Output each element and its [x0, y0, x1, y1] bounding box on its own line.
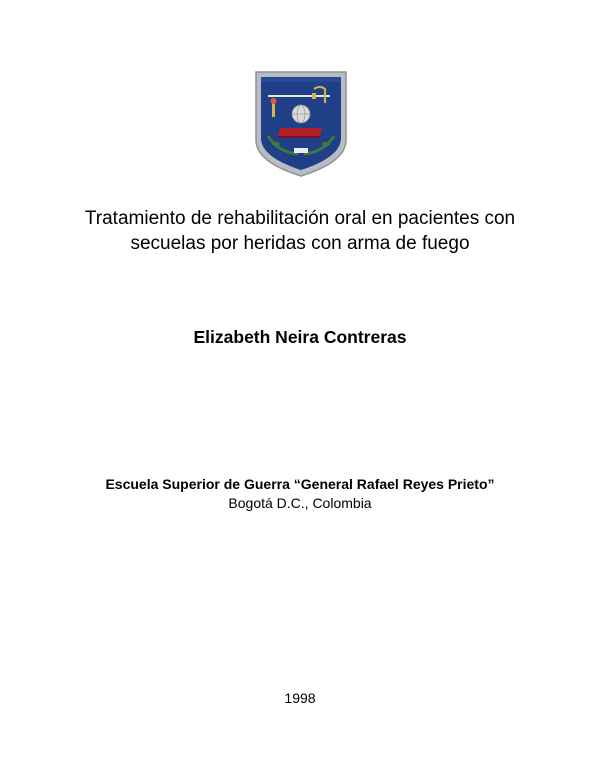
document-title — [40, 206, 560, 256]
military-school-crest-icon — [254, 70, 348, 178]
institution-name: Escuela Superior de Guerra “General Rafael Reyes Prieto” — [105, 476, 495, 492]
publication-year: 1998 — [284, 690, 316, 706]
author-name: Elizabeth Neira Contreras — [193, 327, 407, 347]
title-line-2: secuelas por heridas con arma de fuego — [130, 233, 470, 254]
title-line-1: Tratamiento de rehabilitación oral en pacientes con — [84, 208, 516, 229]
location: Bogotá D.C., Colombia — [228, 495, 372, 511]
